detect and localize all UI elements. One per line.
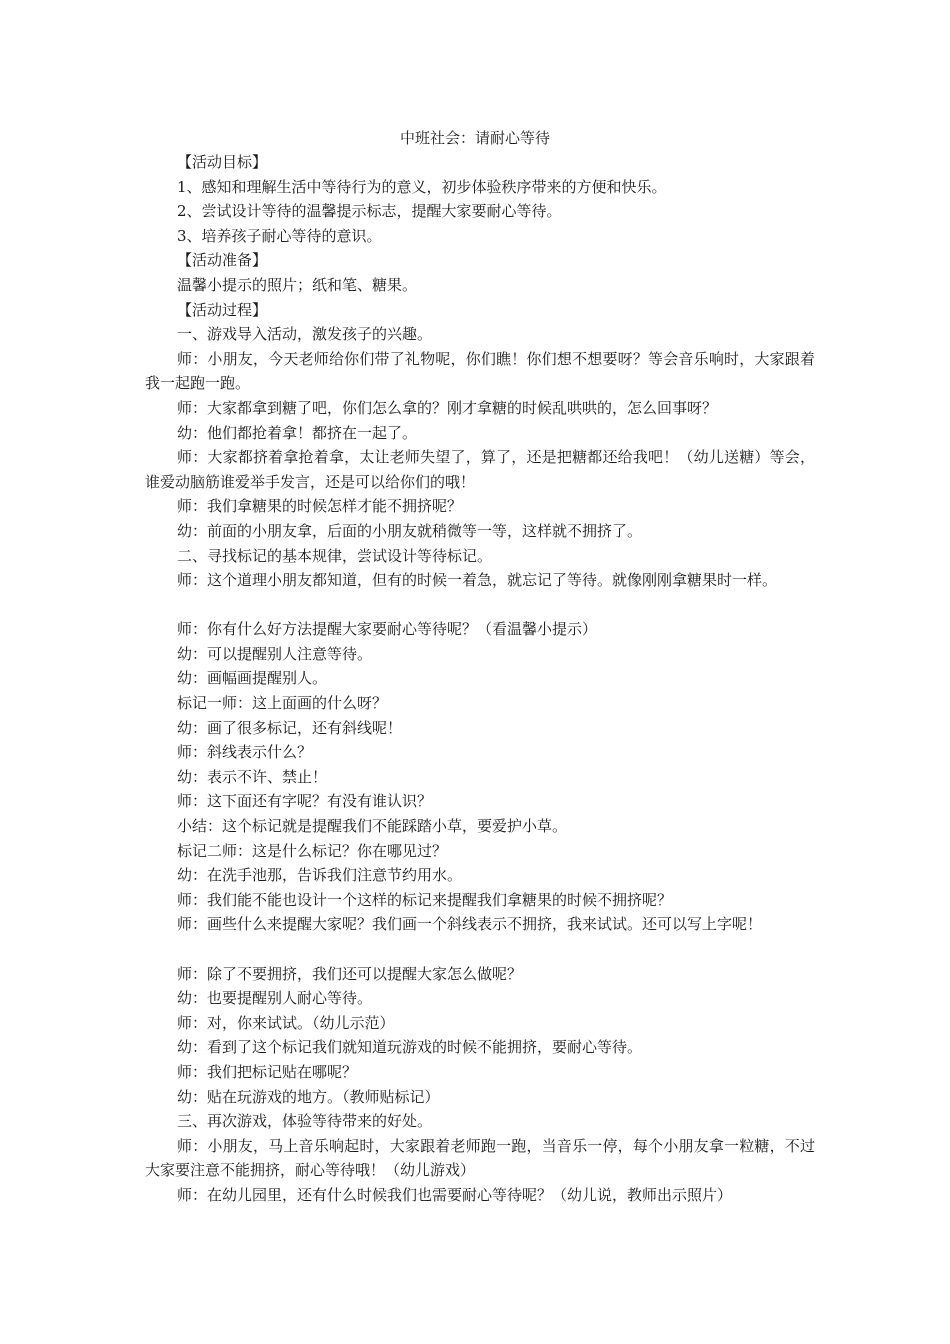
section-heading-preparation: 【活动准备】: [177, 251, 268, 270]
dialogue-line: 师：我们拿糖果的时候怎样才能不拥挤呢？: [177, 497, 463, 516]
dialogue-line: 幼：在洗手池那，告诉我们注意节约用水。: [177, 866, 463, 885]
process-step-2: 二、寻找标记的基本规律，尝试设计等待标记。: [177, 546, 493, 565]
dialogue-line: 幼：表示不许、禁止！: [177, 767, 328, 786]
blank-line: [145, 937, 815, 962]
dialogue-line: 师：对，你来试试。（幼儿示范）: [177, 1013, 395, 1032]
dialogue-line: 师：我们能不能也设计一个这样的标记来提醒我们拿糖果的时候不拥挤呢？: [177, 890, 673, 909]
dialogue-line: 幼：画了很多标记，还有斜线呢！: [177, 718, 403, 737]
dialogue-line: 幼：前面的小朋友拿，后面的小朋友就稍微等一等，这样就不拥挤了。: [177, 521, 643, 540]
summary-line: 小结：这个标记就是提醒我们不能踩踏小草，要爱护小草。: [177, 817, 568, 836]
dialogue-line: 幼：贴在玩游戏的地方。（教师贴标记）: [177, 1087, 440, 1106]
dialogue-line: 师：画些什么来提醒大家呢？我们画一个斜线表示不拥挤，我来试试。还可以写上字呢！: [177, 915, 763, 934]
process-step-3: 三、再次游戏，体验等待带来的好处。: [177, 1112, 433, 1131]
dialogue-line: 幼：画幅画提醒别人。: [177, 669, 328, 688]
dialogue-line: 幼：可以提醒别人注意等待。: [177, 644, 373, 663]
dialogue-line: 师：我们把标记贴在哪呢？: [177, 1062, 358, 1081]
dialogue-line: 师：小朋友，马上音乐响起时，大家跟着老师跑一跑，当音乐一停，每个小朋友拿一粒糖，不过大家要注意不能拥挤，耐心等待哦！（幼儿游戏）: [145, 1136, 815, 1180]
dialogue-line: 幼：他们都抢着拿！都挤在一起了。: [177, 423, 418, 442]
dialogue-line: 标记一师：这上面画的什么呀？: [177, 694, 388, 713]
goal-item-3: 3、培养孩子耐心等待的意识。: [177, 226, 382, 245]
goal-item-1: 1、感知和理解生活中等待行为的意义，初步体验秩序带来的方便和快乐。: [177, 177, 667, 196]
section-heading-goals: 【活动目标】: [177, 153, 268, 171]
document-body: [145, 150, 815, 1208]
dialogue-line: 师：除了不要拥挤，我们还可以提醒大家怎么做呢？: [177, 964, 523, 983]
section-heading-process: 【活动过程】: [177, 300, 268, 319]
dialogue-line: 师：你有什么好方法提醒大家要耐心等待呢？（看温馨小提示）: [177, 620, 598, 639]
dialogue-line: 师：斜线表示什么？: [177, 743, 313, 762]
dialogue-line: 师：小朋友，今天老师给你们带了礼物呢，你们瞧！你们想不想要呀？等会音乐响时，大家跟着我一起跑一跑。: [145, 349, 815, 393]
dialogue-line: 师：大家都挤着拿抢着拿，太让老师失望了，算了，还是把糖都还给我吧！（幼儿送糖）等会，谁爱动脑筋谁爱举手发言，还是可以给你们的哦！: [145, 448, 815, 491]
dialogue-line: 师：这个道理小朋友都知道，但有的时候一着急，就忘记了等待。就像刚刚拿糖果时一样。: [177, 571, 778, 590]
process-step-1: 一、游戏导入活动，激发孩子的兴趣。: [177, 325, 433, 344]
document-title: 中班社会：请耐心等待: [399, 129, 550, 147]
dialogue-line: 幼：看到了这个标记我们就知道玩游戏的时候不能拥挤，要耐心等待。: [177, 1038, 643, 1057]
dialogue-line: 师：这下面还有字呢？有没有谁认识？: [177, 792, 433, 811]
dialogue-line: 幼：也要提醒别人耐心等待。: [177, 989, 373, 1008]
dialogue-line: 标记二师：这是什么标记？你在哪见过？: [177, 841, 448, 860]
preparation-text: 温馨小提示的照片；纸和笔、糖果。: [177, 275, 418, 294]
blank-line: [145, 593, 815, 618]
dialogue-line: 师：大家都拿到糖了吧，你们怎么拿的？刚才拿糖的时候乱哄哄的，怎么回事呀？: [177, 398, 718, 417]
dialogue-line: 师：在幼儿园里，还有什么时候我们也需要耐心等待呢？（幼儿说，教师出示照片）: [177, 1185, 733, 1204]
goal-item-2: 2、尝试设计等待的温馨提示标志，提醒大家要耐心等待。: [177, 202, 562, 221]
